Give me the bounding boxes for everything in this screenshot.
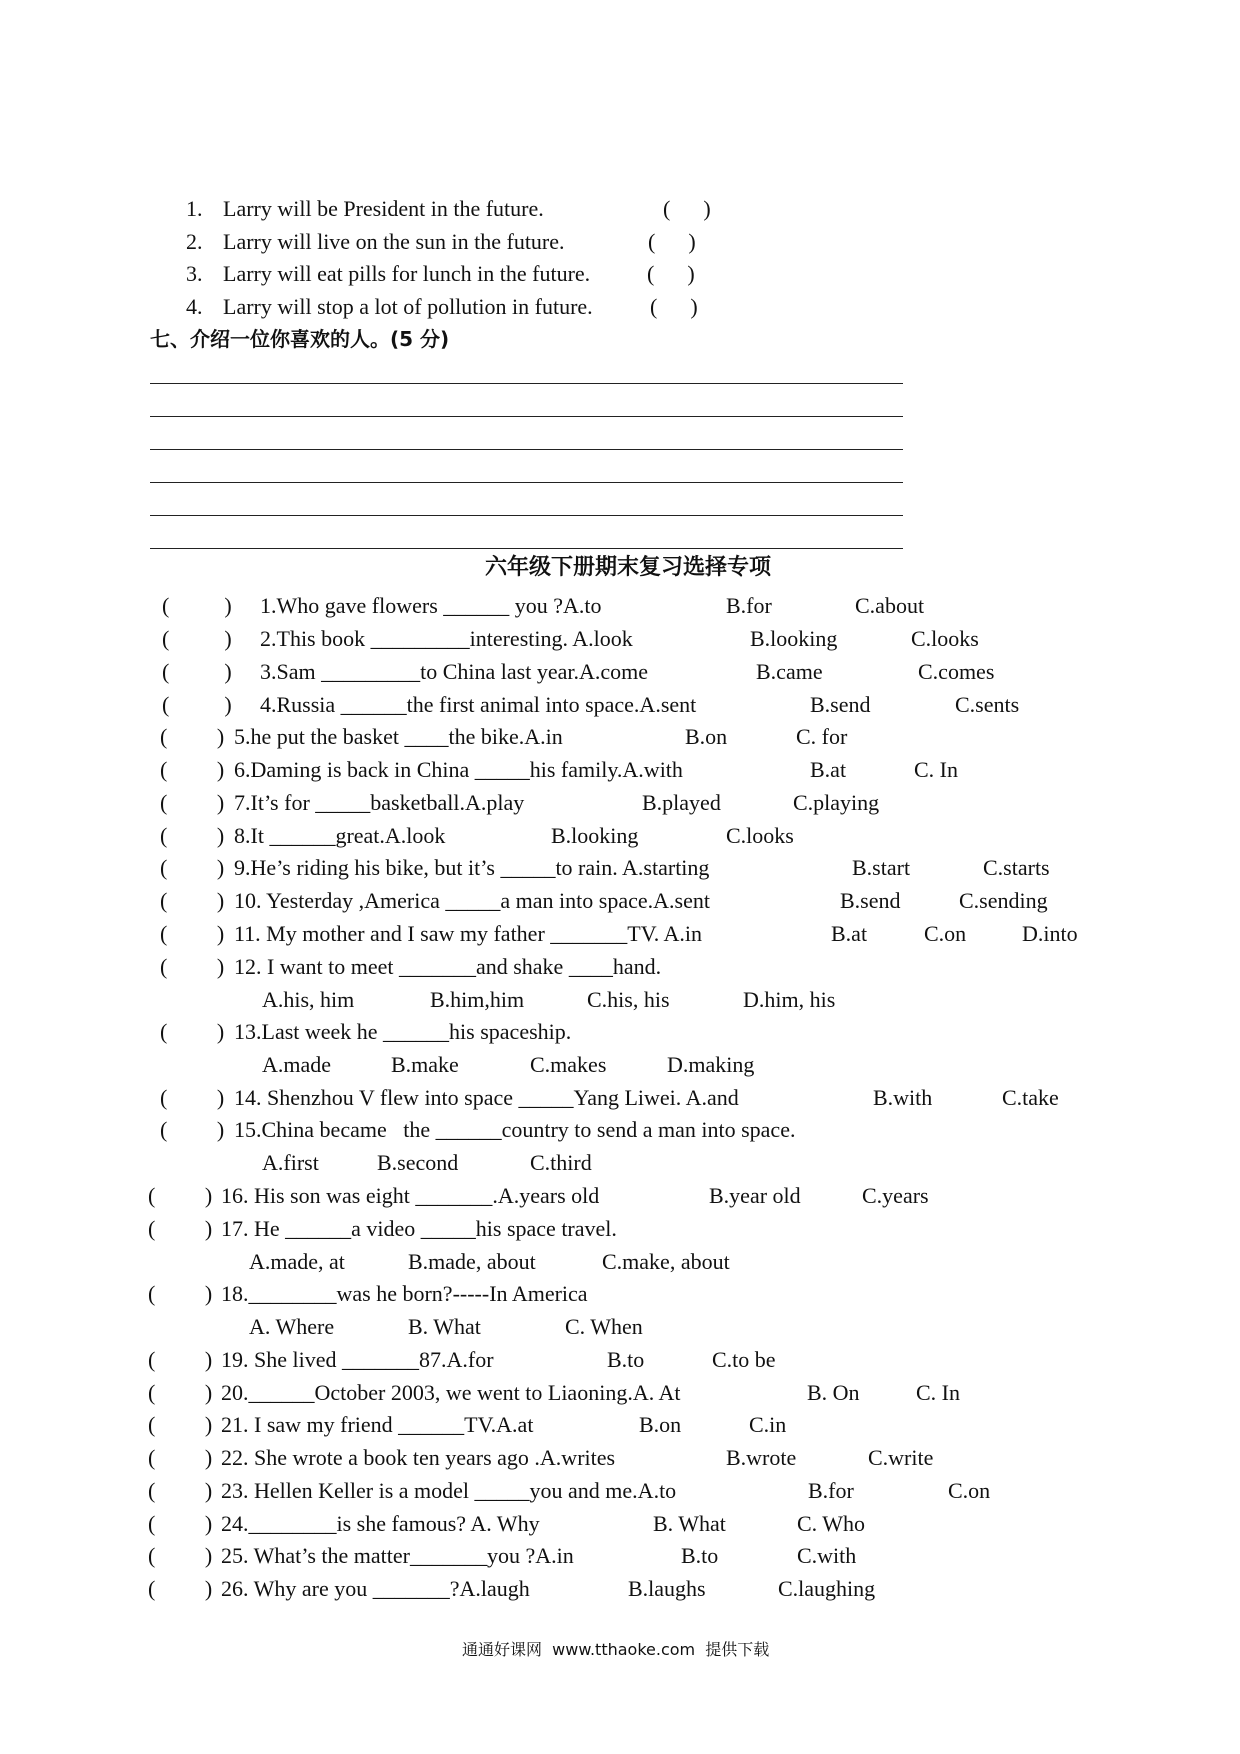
option-b-14: B.with xyxy=(873,1085,933,1110)
option-b-12: B.him,him xyxy=(430,987,525,1012)
answer-bracket-10[interactable]: ( ) xyxy=(160,888,225,913)
option-c-7: C.playing xyxy=(793,790,880,815)
question-stem-7: 7.It’s for _____basketball.A.play xyxy=(234,790,525,815)
option-c-10: C.sending xyxy=(959,888,1048,913)
writing-line[interactable] xyxy=(150,383,903,384)
option-c-12: C.his, his xyxy=(587,987,670,1012)
option-c-19: C.to be xyxy=(712,1347,776,1372)
option-b-1: B.for xyxy=(726,593,772,618)
option-a-18: A. Where xyxy=(249,1314,335,1339)
option-b-20: B. On xyxy=(807,1380,860,1405)
option-b-24: B. What xyxy=(653,1511,726,1536)
option-b-18: B. What xyxy=(408,1314,481,1339)
choice-section-title: 六年级下册期末复习选择专项 xyxy=(485,555,772,580)
tf-text-1: Larry will be President in the future. xyxy=(223,196,544,221)
answer-bracket-17[interactable]: ( ) xyxy=(148,1216,213,1241)
question-stem-26: 26. Why are you _______?A.laugh xyxy=(221,1576,530,1601)
option-b-11: B.at xyxy=(831,921,868,946)
option-b-5: B.on xyxy=(685,724,728,749)
question-stem-5: 5.he put the basket ____the bike.A.in xyxy=(234,724,563,749)
option-c-23: C.on xyxy=(948,1478,991,1503)
question-stem-18: 18.________was he born?-----In America xyxy=(221,1281,588,1306)
answer-bracket-21[interactable]: ( ) xyxy=(148,1412,213,1437)
answer-bracket-3[interactable]: ( ) xyxy=(162,659,232,684)
question-stem-3: 3.Sam _________to China last year.A.come xyxy=(260,659,648,684)
question-stem-1: 1.Who gave flowers ______ you ?A.to xyxy=(260,593,602,618)
option-c-8: C.looks xyxy=(726,823,794,848)
answer-bracket-9[interactable]: ( ) xyxy=(160,855,225,880)
answer-bracket-12[interactable]: ( ) xyxy=(160,954,225,979)
answer-bracket-1[interactable]: ( ) xyxy=(162,593,232,618)
option-c-5: C. for xyxy=(796,724,848,749)
option-a-12: A.his, him xyxy=(262,987,355,1012)
question-stem-14: 14. Shenzhou V flew into space _____Yang Liwei. A.and xyxy=(234,1085,739,1110)
question-stem-4: 4.Russia ______the first animal into space.A.sent xyxy=(260,692,697,717)
option-b-19: B.to xyxy=(607,1347,645,1372)
question-stem-19: 19. She lived _______87.A.for xyxy=(221,1347,494,1372)
tf-bracket-4: ( ) xyxy=(650,294,698,319)
question-stem-2: 2.This book _________interesting. A.look xyxy=(260,626,633,651)
option-a-15: A.first xyxy=(262,1150,319,1175)
option-b-4: B.send xyxy=(810,692,871,717)
tf-number-4: 4. xyxy=(186,294,203,319)
option-c-9: C.starts xyxy=(983,855,1050,880)
question-stem-9: 9.He’s riding his bike, but it’s _____to rain. A.starting xyxy=(234,855,710,880)
option-b-15: B.second xyxy=(377,1150,459,1175)
tf-number-2: 2. xyxy=(186,229,203,254)
answer-bracket-13[interactable]: ( ) xyxy=(160,1019,225,1044)
tf-text-4: Larry will stop a lot of pollution in future. xyxy=(223,294,593,319)
tf-number-3: 3. xyxy=(186,261,203,286)
option-c-24: C. Who xyxy=(797,1511,866,1536)
answer-bracket-23[interactable]: ( ) xyxy=(148,1478,213,1503)
writing-line[interactable] xyxy=(150,416,903,417)
option-b-26: B.laughs xyxy=(628,1576,706,1601)
option-b-3: B.came xyxy=(756,659,823,684)
tf-bracket-2: ( ) xyxy=(648,229,696,254)
option-c-1: C.about xyxy=(855,593,925,618)
answer-bracket-5[interactable]: ( ) xyxy=(160,724,225,749)
option-b-10: B.send xyxy=(840,888,901,913)
writing-line[interactable] xyxy=(150,482,903,483)
option-d-11: D.into xyxy=(1022,921,1078,946)
answer-bracket-18[interactable]: ( ) xyxy=(148,1281,213,1306)
answer-bracket-19[interactable]: ( ) xyxy=(148,1347,213,1372)
question-stem-11: 11. My mother and I saw my father _______TV. A.in xyxy=(234,921,703,946)
option-c-26: C.laughing xyxy=(778,1576,876,1601)
footer-credit: 通通好课网 www.tthaoke.com 提供下载 xyxy=(462,1640,770,1659)
option-b-23: B.for xyxy=(808,1478,854,1503)
tf-bracket-3: ( ) xyxy=(647,261,695,286)
tf-text-3: Larry will eat pills for lunch in the future. xyxy=(223,261,591,286)
option-a-13: A.made xyxy=(262,1052,332,1077)
answer-bracket-22[interactable]: ( ) xyxy=(148,1445,213,1470)
option-c-2: C.looks xyxy=(911,626,979,651)
answer-bracket-2[interactable]: ( ) xyxy=(162,626,232,651)
option-b-9: B.start xyxy=(852,855,911,880)
answer-bracket-20[interactable]: ( ) xyxy=(148,1380,213,1405)
option-c-16: C.years xyxy=(862,1183,929,1208)
tf-bracket-1: ( ) xyxy=(663,196,711,221)
question-stem-20: 20.______October 2003, we went to Liaoning.A. At xyxy=(221,1380,681,1405)
question-stem-8: 8.It ______great.A.look xyxy=(234,823,446,848)
tf-number-1: 1. xyxy=(186,196,203,221)
question-stem-23: 23. Hellen Keller is a model _____you and me.A.to xyxy=(221,1478,677,1503)
option-b-22: B.wrote xyxy=(726,1445,797,1470)
option-b-21: B.on xyxy=(639,1412,682,1437)
option-c-15: C.third xyxy=(530,1150,592,1175)
option-c-14: C.take xyxy=(1002,1085,1059,1110)
section-seven-heading: 七、介绍一位你喜欢的人。(5 分) xyxy=(150,327,450,351)
option-c-22: C.write xyxy=(868,1445,934,1470)
answer-bracket-8[interactable]: ( ) xyxy=(160,823,225,848)
writing-line[interactable] xyxy=(150,449,903,450)
option-b-17: B.made, about xyxy=(408,1249,536,1274)
tf-text-2: Larry will live on the sun in the future. xyxy=(223,229,565,254)
option-b-13: B.make xyxy=(391,1052,459,1077)
answer-bracket-4[interactable]: ( ) xyxy=(162,692,232,717)
question-stem-25: 25. What’s the matter_______you ?A.in xyxy=(221,1543,574,1568)
question-stem-17: 17. He ______a video _____his space travel. xyxy=(221,1216,617,1241)
option-c-17: C.make, about xyxy=(602,1249,730,1274)
option-c-13: C.makes xyxy=(530,1052,607,1077)
option-c-20: C. In xyxy=(916,1380,960,1405)
writing-line[interactable] xyxy=(150,548,903,549)
option-d-13: D.making xyxy=(667,1052,755,1077)
option-b-8: B.looking xyxy=(551,823,639,848)
question-stem-13: 13.Last week he ______his spaceship. xyxy=(234,1019,572,1044)
option-c-25: C.with xyxy=(797,1543,857,1568)
question-stem-21: 21. I saw my friend ______TV.A.at xyxy=(221,1412,534,1437)
option-c-21: C.in xyxy=(749,1412,787,1437)
answer-bracket-26[interactable]: ( ) xyxy=(148,1576,213,1601)
option-d-12: D.him, his xyxy=(743,987,836,1012)
option-c-6: C. In xyxy=(914,757,958,782)
question-stem-12: 12. I want to meet _______and shake ____hand. xyxy=(234,954,662,979)
answer-bracket-16[interactable]: ( ) xyxy=(148,1183,213,1208)
writing-line[interactable] xyxy=(150,515,903,516)
question-stem-6: 6.Daming is back in China _____his family.A.with xyxy=(234,757,683,782)
option-b-7: B.played xyxy=(642,790,721,815)
question-stem-16: 16. His son was eight _______.A.years old xyxy=(221,1183,600,1208)
option-c-11: C.on xyxy=(924,921,967,946)
question-stem-22: 22. She wrote a book ten years ago .A.writes xyxy=(221,1445,616,1470)
answer-bracket-15[interactable]: ( ) xyxy=(160,1117,225,1142)
answer-bracket-7[interactable]: ( ) xyxy=(160,790,225,815)
answer-bracket-24[interactable]: ( ) xyxy=(148,1511,213,1536)
option-b-25: B.to xyxy=(681,1543,719,1568)
option-c-18: C. When xyxy=(565,1314,643,1339)
answer-bracket-25[interactable]: ( ) xyxy=(148,1543,213,1568)
option-b-6: B.at xyxy=(810,757,847,782)
answer-bracket-6[interactable]: ( ) xyxy=(160,757,225,782)
option-c-4: C.sents xyxy=(955,692,1020,717)
question-stem-10: 10. Yesterday ,America _____a man into space.A.sent xyxy=(234,888,710,913)
question-stem-15: 15.China became the ______country to send a man into space. xyxy=(234,1117,796,1142)
answer-bracket-11[interactable]: ( ) xyxy=(160,921,225,946)
answer-bracket-14[interactable]: ( ) xyxy=(160,1085,225,1110)
option-a-17: A.made, at xyxy=(249,1249,345,1274)
option-c-3: C.comes xyxy=(918,659,995,684)
question-stem-24: 24.________is she famous? A. Why xyxy=(221,1511,540,1536)
option-b-16: B.year old xyxy=(709,1183,801,1208)
option-b-2: B.looking xyxy=(750,626,838,651)
